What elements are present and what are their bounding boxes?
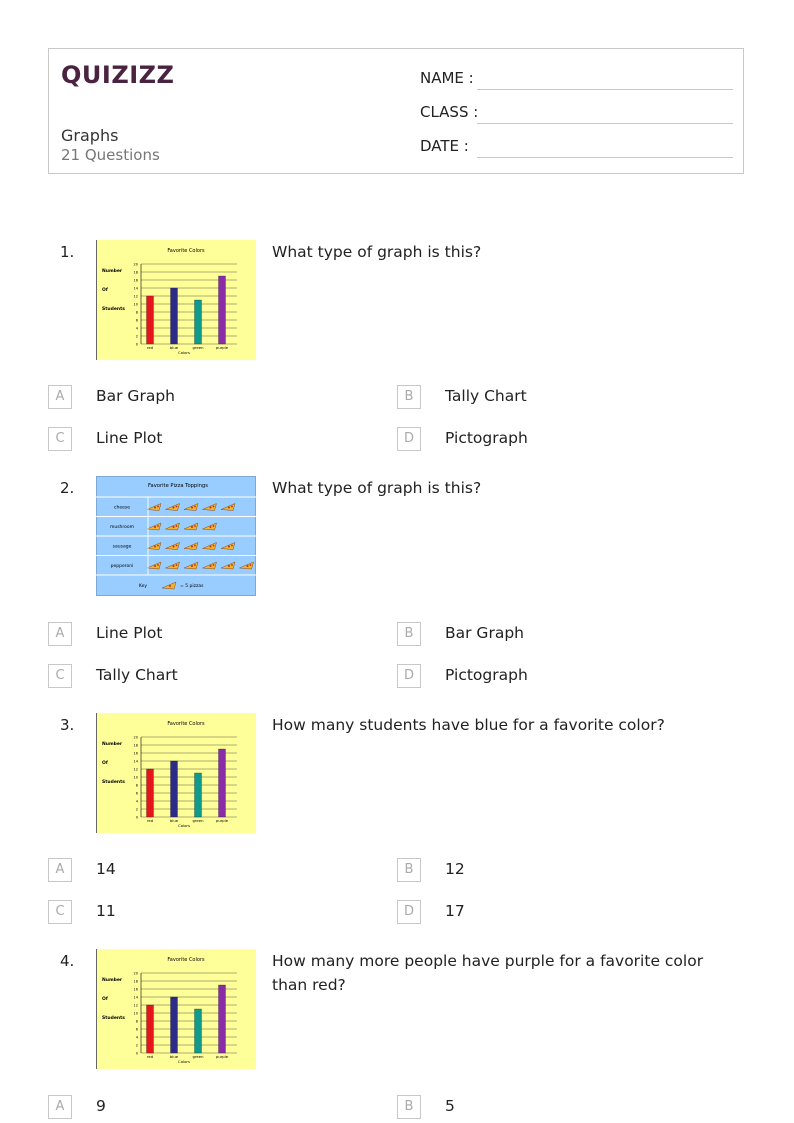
x-tick-label: blue — [169, 345, 179, 350]
x-tick-label: green — [192, 345, 204, 350]
y-tick-label: 20 — [133, 971, 138, 976]
option-letter[interactable]: B — [397, 1095, 421, 1119]
option-letter[interactable]: A — [48, 858, 72, 882]
pizza-pictograph — [96, 476, 256, 596]
option-letter[interactable]: B — [397, 385, 421, 409]
bar-green — [195, 300, 202, 344]
question-text: What type of graph is this? — [272, 243, 482, 261]
option-letter[interactable]: D — [397, 427, 421, 451]
favorite-colors-chart — [96, 949, 256, 1069]
favorite-colors-chart — [96, 240, 256, 360]
option-letter[interactable]: A — [48, 385, 72, 409]
option-letter[interactable]: C — [48, 427, 72, 451]
favorite-colors-chart — [96, 713, 256, 833]
y-tick-label: 14 — [133, 759, 138, 764]
y-tick-label: 12 — [133, 294, 138, 299]
y-tick-label: 0 — [135, 1051, 138, 1056]
question-number: 2. — [60, 479, 75, 497]
chart-title: Favorite Colors — [167, 248, 205, 254]
bar-purple — [219, 985, 226, 1053]
y-tick-label: 4 — [135, 799, 138, 804]
x-axis-label: Colors — [178, 823, 190, 828]
y-tick-label: 18 — [133, 979, 138, 984]
bar-purple — [219, 749, 226, 817]
bar-green — [195, 773, 202, 817]
y-tick-label: 20 — [133, 262, 138, 267]
x-tick-label: red — [146, 345, 154, 350]
y-tick-label: 16 — [133, 751, 138, 756]
option-text[interactable]: Pictograph — [445, 429, 528, 447]
y-axis-label: Of — [102, 997, 108, 1002]
y-axis-label: Students — [102, 307, 125, 312]
name-label: NAME : — [420, 69, 474, 87]
option-text[interactable]: 9 — [96, 1097, 106, 1115]
option-text[interactable]: Line Plot — [96, 429, 163, 447]
row-label: sausage — [112, 544, 132, 550]
y-axis-label: Of — [102, 761, 108, 766]
question-number: 4. — [60, 952, 75, 970]
option-text[interactable]: 12 — [445, 860, 465, 878]
x-tick-label: purple — [215, 345, 229, 350]
date-label: DATE : — [420, 137, 469, 155]
pictograph-svg — [96, 476, 256, 596]
y-tick-label: 18 — [133, 743, 138, 748]
y-tick-label: 12 — [133, 767, 138, 772]
bar-green — [195, 1009, 202, 1053]
option-text[interactable]: 11 — [96, 902, 116, 920]
option-letter[interactable]: B — [397, 858, 421, 882]
x-tick-label: blue — [169, 818, 179, 823]
y-tick-label: 0 — [135, 815, 138, 820]
key-value: = 5 pizzas — [180, 584, 204, 589]
chart-title: Favorite Colors — [167, 721, 205, 727]
y-tick-label: 14 — [133, 286, 138, 291]
y-tick-label: 4 — [135, 326, 138, 331]
x-axis-label: Colors — [178, 1059, 190, 1064]
y-tick-label: 12 — [133, 1003, 138, 1008]
x-axis-label: Colors — [178, 350, 190, 355]
date-field-line — [477, 157, 733, 158]
option-text[interactable]: Pictograph — [445, 666, 528, 684]
x-tick-label: red — [146, 818, 154, 823]
question-number: 3. — [60, 716, 75, 734]
option-letter[interactable]: C — [48, 900, 72, 924]
x-tick-label: purple — [215, 1054, 229, 1059]
y-tick-label: 2 — [135, 334, 138, 339]
x-tick-label: green — [192, 1054, 204, 1059]
question-text: How many more people have purple for a favorite color than red? — [272, 952, 704, 994]
name-field-line — [477, 89, 733, 90]
question-number: 1. — [60, 243, 75, 261]
worksheet-header — [48, 48, 744, 174]
x-tick-label: green — [192, 818, 204, 823]
option-letter[interactable]: D — [397, 900, 421, 924]
y-tick-label: 8 — [135, 1019, 138, 1024]
option-text[interactable]: Tally Chart — [96, 666, 178, 684]
key-label: Key — [138, 584, 148, 589]
option-text[interactable]: Bar Graph — [445, 624, 524, 642]
option-letter[interactable]: B — [397, 622, 421, 646]
option-text[interactable]: 5 — [445, 1097, 455, 1115]
row-label: cheese — [114, 505, 130, 511]
quizizz-logo: QUIZIZZ — [61, 61, 175, 89]
y-tick-label: 4 — [135, 1035, 138, 1040]
y-tick-label: 10 — [133, 775, 138, 780]
bar-purple — [219, 276, 226, 344]
bar-chart-svg — [96, 949, 256, 1069]
class-field-line — [477, 123, 733, 124]
bar-blue — [171, 997, 178, 1053]
option-letter[interactable]: D — [397, 664, 421, 688]
bar-red — [147, 769, 154, 817]
pictograph-title: Favorite Pizza Toppings — [148, 483, 208, 489]
x-tick-label: red — [146, 1054, 154, 1059]
y-tick-label: 6 — [135, 318, 138, 323]
bar-blue — [171, 288, 178, 344]
option-text[interactable]: 14 — [96, 860, 116, 878]
bar-red — [147, 296, 154, 344]
y-tick-label: 8 — [135, 783, 138, 788]
y-tick-label: 2 — [135, 807, 138, 812]
y-axis-label: Students — [102, 1016, 125, 1021]
row-label: mushroom — [109, 525, 135, 530]
option-text[interactable]: 17 — [445, 902, 465, 920]
y-axis-label: Number — [102, 269, 123, 274]
y-tick-label: 0 — [135, 342, 138, 347]
option-text[interactable]: Line Plot — [96, 624, 163, 642]
option-letter[interactable]: A — [48, 622, 72, 646]
option-letter[interactable]: A — [48, 1095, 72, 1119]
bar-chart-svg — [96, 240, 256, 360]
y-tick-label: 10 — [133, 1011, 138, 1016]
y-tick-label: 16 — [133, 987, 138, 992]
question-count: 21 Questions — [61, 146, 160, 164]
y-tick-label: 20 — [133, 735, 138, 740]
y-axis-label: Students — [102, 780, 125, 785]
question-text: How many students have blue for a favorite color? — [272, 716, 665, 734]
chart-title: Favorite Colors — [167, 957, 205, 963]
x-tick-label: purple — [215, 818, 229, 823]
option-text[interactable]: Tally Chart — [445, 387, 527, 405]
bar-blue — [171, 761, 178, 817]
row-label: pepperoni — [110, 564, 134, 569]
y-tick-label: 16 — [133, 278, 138, 283]
y-tick-label: 8 — [135, 310, 138, 315]
y-tick-label: 14 — [133, 995, 138, 1000]
worksheet-title: Graphs — [61, 126, 119, 145]
y-tick-label: 18 — [133, 270, 138, 275]
x-tick-label: blue — [169, 1054, 179, 1059]
question-text: What type of graph is this? — [272, 479, 482, 497]
y-axis-label: Number — [102, 742, 123, 747]
y-tick-label: 10 — [133, 302, 138, 307]
y-axis-label: Of — [102, 288, 108, 293]
class-label: CLASS : — [420, 103, 479, 121]
y-axis-label: Number — [102, 978, 123, 983]
y-tick-label: 6 — [135, 1027, 138, 1032]
y-tick-label: 6 — [135, 791, 138, 796]
option-text[interactable]: Bar Graph — [96, 387, 175, 405]
option-letter[interactable]: C — [48, 664, 72, 688]
bar-red — [147, 1005, 154, 1053]
bar-chart-svg — [96, 713, 256, 833]
y-tick-label: 2 — [135, 1043, 138, 1048]
